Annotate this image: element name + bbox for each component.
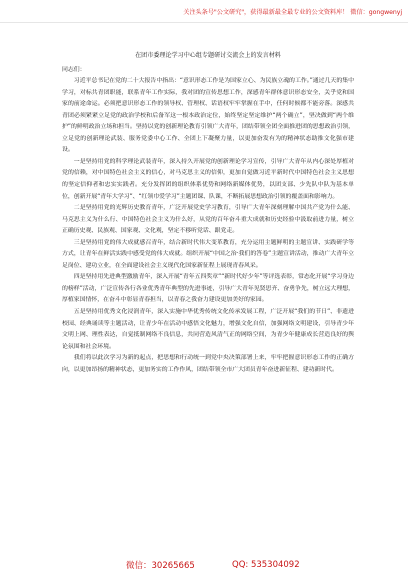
paragraph: 五是坚持用优秀文化浸润青年，深入实施中华优秀传统文化传承发展工程，广泛开展“我们的节日”、非遗进校园、经典诵读等主题活动，让青少年在活动中感悟文化魅力，增强文化自信，加强网络文明建设，引导青少年文明上网、理性表达，自觉抵制网络不良信息，共同营造风清气正的网络空间，为青少年健康成长营造良好的舆论氛围和社会环境。 xyxy=(62,309,354,350)
paragraph: 二是坚持用党的光辉历史教育青年，广泛开展党史学习教育，引导广大青年深刻理解中国共产党为什么能、马克思主义为什么行、中国特色社会主义为什么好，从党的百年奋斗重大成就和历史经验中汲取前进力量，树立正确历史观、民族观、国家观、文化观，坚定不移听党话、跟党走。 xyxy=(62,205,354,235)
paragraph: 四是坚持用先进典型激励青年，深入开展“青年五四奖章”“新时代好少年”等评选表彰，常态化开展“学习身边的榜样”活动，广泛宣传各行各业优秀青年典型的先进事迹，引导广大青年见贤思齐、奋勇争先，树立远大理想，厚植家国情怀，在奋斗中彰显青春担当，以青春之我奋力建设更加美好的家园。 xyxy=(62,274,354,304)
top-banner xyxy=(0,0,408,23)
document-greeting: 同志们： xyxy=(62,66,86,73)
paragraph: 习近平总书记在党的二十大报告中指出：“意识形态工作是为国家立心、为民族立魂的工作。”通过几天的集中学习，对标共青团职能，联系青年工作实际，我对团的宣传思想工作，深感青年群体意识形态安全，关乎党和国家的前途命运。必须把意识形态工作的领导权、管理权、话语权牢牢掌握在手中，任何时候都不能旁落。深感共青团必须紧紧立足党的政治学校和后备军这一根本政治定位，始终坚定坚定维护“两个确立”，坚决做到“两个维护”的鲜明政治立场和担当。坚持以党的创新理论教育引领广大青年，团结带领全团全面推进团的思想政治引领，立足党的创新理论武装、服务党委中心工作、全团上下凝聚力量，以更加奋发有为的精神状态助推文化强市建设。 xyxy=(62,78,354,154)
document-title: 在团市委理论学习中心组专题研讨交流会上的发言材料 xyxy=(135,52,281,59)
paragraph: 我们将以此次学习为新的起点，把思想和行动统一到党中央决策部署上来，牢牢把握意识形态工作的正确方向，以更加昂扬的精神状态，更加务实的工作作风，团结带领全市广大团员青年奋进新征程、建功新时代。 xyxy=(62,355,354,373)
paragraph: 一是坚持用党的科学理论武装青年，深入持久开展党的创新理论学习宣传，引导广大青年从内心深处厚植对党的信赖，对中国特色社会主义的信心，对马克思主义的信仰，更加自觉做习近平新时代中国特色社会主义思想的坚定信仰者和忠实实践者。充分发挥团的组织体系优势和网络新媒体优势，以团支部、少先队中队为基本单位，创新开展“青年大学习”、“红领巾爱学习”主题团课、队课，不断拓展思想政治引领的覆盖面和影响力。 xyxy=(62,158,354,200)
paragraph: 三是坚持用党的伟大成就感召青年，结合新时代伟大变革教育，充分运用主题鲜明的主题宣讲、实践研学等方式，让青年在鲜活实践中感受党的伟大成就。组织开展“中国之治·我们的答卷”主题宣讲活动，推动广大青年立足岗位、建功立业，在全面建设社会主义现代化国家新征程上展现青春风采。 xyxy=(62,239,354,269)
banner-text: 关注头条号"公文研究"，获得最新最全最专业的公文资料库！ 微信：gongwenyj xyxy=(183,8,402,16)
footer-qq: QQ: 535304092 xyxy=(232,559,300,570)
document-body xyxy=(62,50,354,376)
footer-bar xyxy=(0,549,408,580)
footer-wechat: 微信：30265665 xyxy=(126,560,195,571)
